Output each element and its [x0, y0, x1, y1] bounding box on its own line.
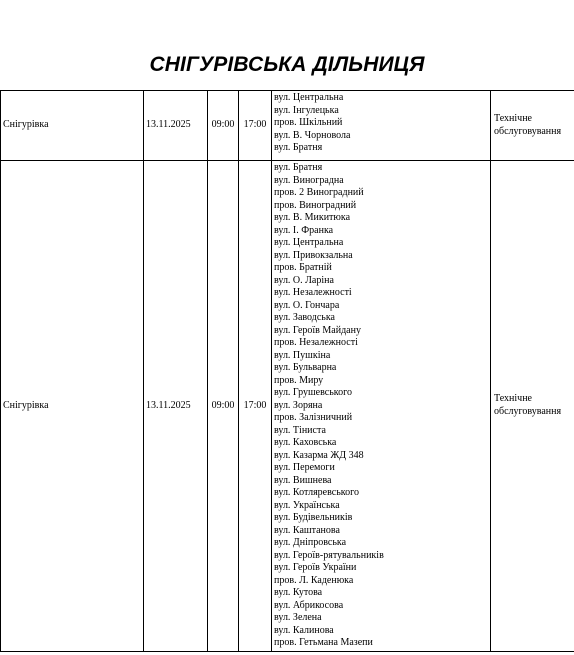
address-item: пров. Незалежності [274, 337, 358, 348]
status-text: Технічне [494, 393, 532, 405]
address-item: вул. В. Микитюка [274, 212, 351, 223]
address-item: вул. Абрикосова [274, 599, 344, 611]
address-item: вул. В. Чорновола [274, 129, 351, 141]
settlement-cell: Снігурівка [1, 91, 144, 161]
address-item: вул. Пушкіна [274, 349, 331, 361]
table-row [1, 161, 574, 652]
address-item: вул. Братня [274, 142, 323, 153]
address-item: пров. Братній [274, 262, 332, 273]
address-item: вул. Зелена [274, 612, 322, 623]
address-item: вул. Будівельників [274, 512, 353, 523]
address-item: вул. І. Франка [274, 224, 334, 236]
address-item: вул. Привокзальна [274, 249, 353, 261]
address-item: пров. Шкільний [274, 117, 343, 128]
address-item: вул. Казарма ЖД 348 [274, 449, 364, 461]
address-list-cell [272, 161, 491, 652]
address-item: вул. Братня [274, 162, 323, 173]
address-item: вул. Героїв України [274, 562, 357, 573]
address-item: пров. Залізничний [274, 412, 353, 423]
address-item: вул. Вишнева [274, 474, 332, 486]
status-cell [491, 91, 574, 161]
date-cell: 13.11.2025 [144, 91, 208, 161]
address-item: вул. О. Ларіна [274, 274, 334, 286]
start-time-cell: 09:00 [208, 91, 239, 161]
date-cell: 13.11.2025 [144, 161, 208, 652]
address-item: вул. Дніпровська [274, 537, 347, 548]
address-list-cell [272, 91, 491, 161]
address-item: пров. Виноградний [274, 199, 357, 211]
status-text: обслуговування [494, 125, 562, 137]
address-item: вул. Каштанова [274, 524, 340, 536]
status-text: Технічне [494, 113, 532, 124]
table-row [1, 91, 574, 161]
address-item: вул. Героїв Майдану [274, 324, 361, 336]
end-time-cell: 17:00 [239, 161, 272, 652]
address-item: вул. Героїв-рятувальників [274, 549, 384, 561]
address-item: вул. Центральна [274, 92, 344, 103]
page-title: СНІГУРІВСЬКА ДІЛЬНИЦЯ [149, 53, 425, 76]
address-item: вул. Виноградна [274, 174, 344, 186]
status-text: обслуговування [494, 405, 562, 417]
address-item: вул. Кутова [274, 587, 323, 598]
address-item: пров. Л. Каденюка [274, 574, 354, 586]
address-item: вул. Заводська [274, 312, 335, 323]
address-item: вул. О. Гончара [274, 299, 340, 311]
address-item: вул. Бульварна [274, 362, 337, 373]
address-item: вул. Зоряна [274, 399, 323, 411]
start-time-cell: 09:00 [208, 161, 239, 652]
address-item: вул. Грушевського [274, 387, 352, 398]
address-item: вул. Калинова [274, 624, 334, 636]
address-item: вул. Інгулецька [274, 104, 339, 116]
address-item: пров. Миру [274, 374, 324, 386]
address-item: вул. Центральна [274, 237, 344, 248]
address-item: вул. Українська [274, 499, 340, 511]
address-item: пров. Гетьмана Мазепи [274, 637, 373, 648]
status-cell [491, 161, 574, 652]
address-item: пров. 2 Виноградний [274, 187, 364, 198]
address-item: вул. Перемоги [274, 462, 335, 473]
address-item: вул. Котляревського [274, 487, 359, 498]
outage-schedule-table [0, 90, 574, 652]
address-item: вул. Каховська [274, 437, 337, 448]
address-item: вул. Тіниста [274, 424, 326, 436]
end-time-cell: 17:00 [239, 91, 272, 161]
address-item: вул. Незалежності [274, 287, 352, 298]
settlement-cell: Снігурівка [1, 161, 144, 652]
